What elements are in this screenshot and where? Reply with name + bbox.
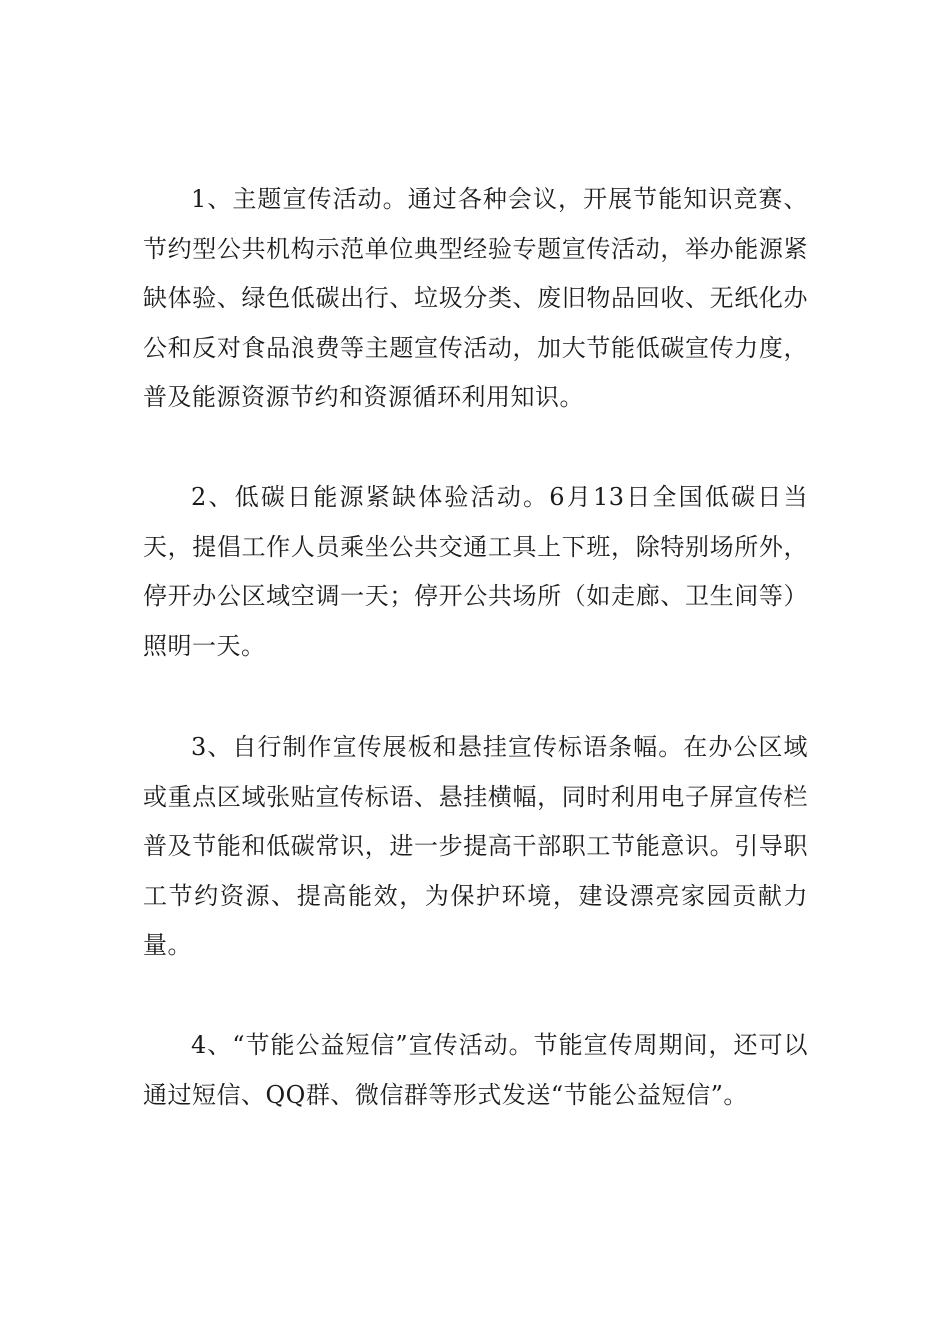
- paragraph-low-carbon-day: 2、低碳日能源紧缺体验活动。6月13日全国低碳日当天，提倡工作人员乘坐公共交通工具上下班，除特别场所外，停开办公区域空调一天；停开公共场所（如走廊、卫生间等）照明一天。: [143, 483, 808, 660]
- paragraph-theme-campaign: 1、主题宣传活动。通过各种会议，开展节能知识竞赛、节约型公共机构示范单位典型经验专题宣传活动，举办能源紧缺体验、绿色低碳出行、垃圾分类、废旧物品回收、无纸化办公和反对食品浪费等主题宣传活动，加大节能低碳宣传力度，普及能源资源节约和资源循环利用知识。: [143, 185, 808, 411]
- paragraph-sms-campaign: 4、“节能公益短信”宣传活动。节能宣传周期间，还可以通过短信、QQ群、微信群等形式发送“节能公益短信”。: [143, 1031, 808, 1109]
- paragraph-display-boards: 3、自行制作宣传展板和悬挂宣传标语条幅。在办公区域或重点区域张贴宣传标语、悬挂横幅，同时利用电子屏宣传栏普及节能和低碳常识，进一步提高干部职工节能意识。引导职工节约资源、提高能效，为保护环境，建设漂亮家园贡献力量。: [143, 733, 808, 959]
